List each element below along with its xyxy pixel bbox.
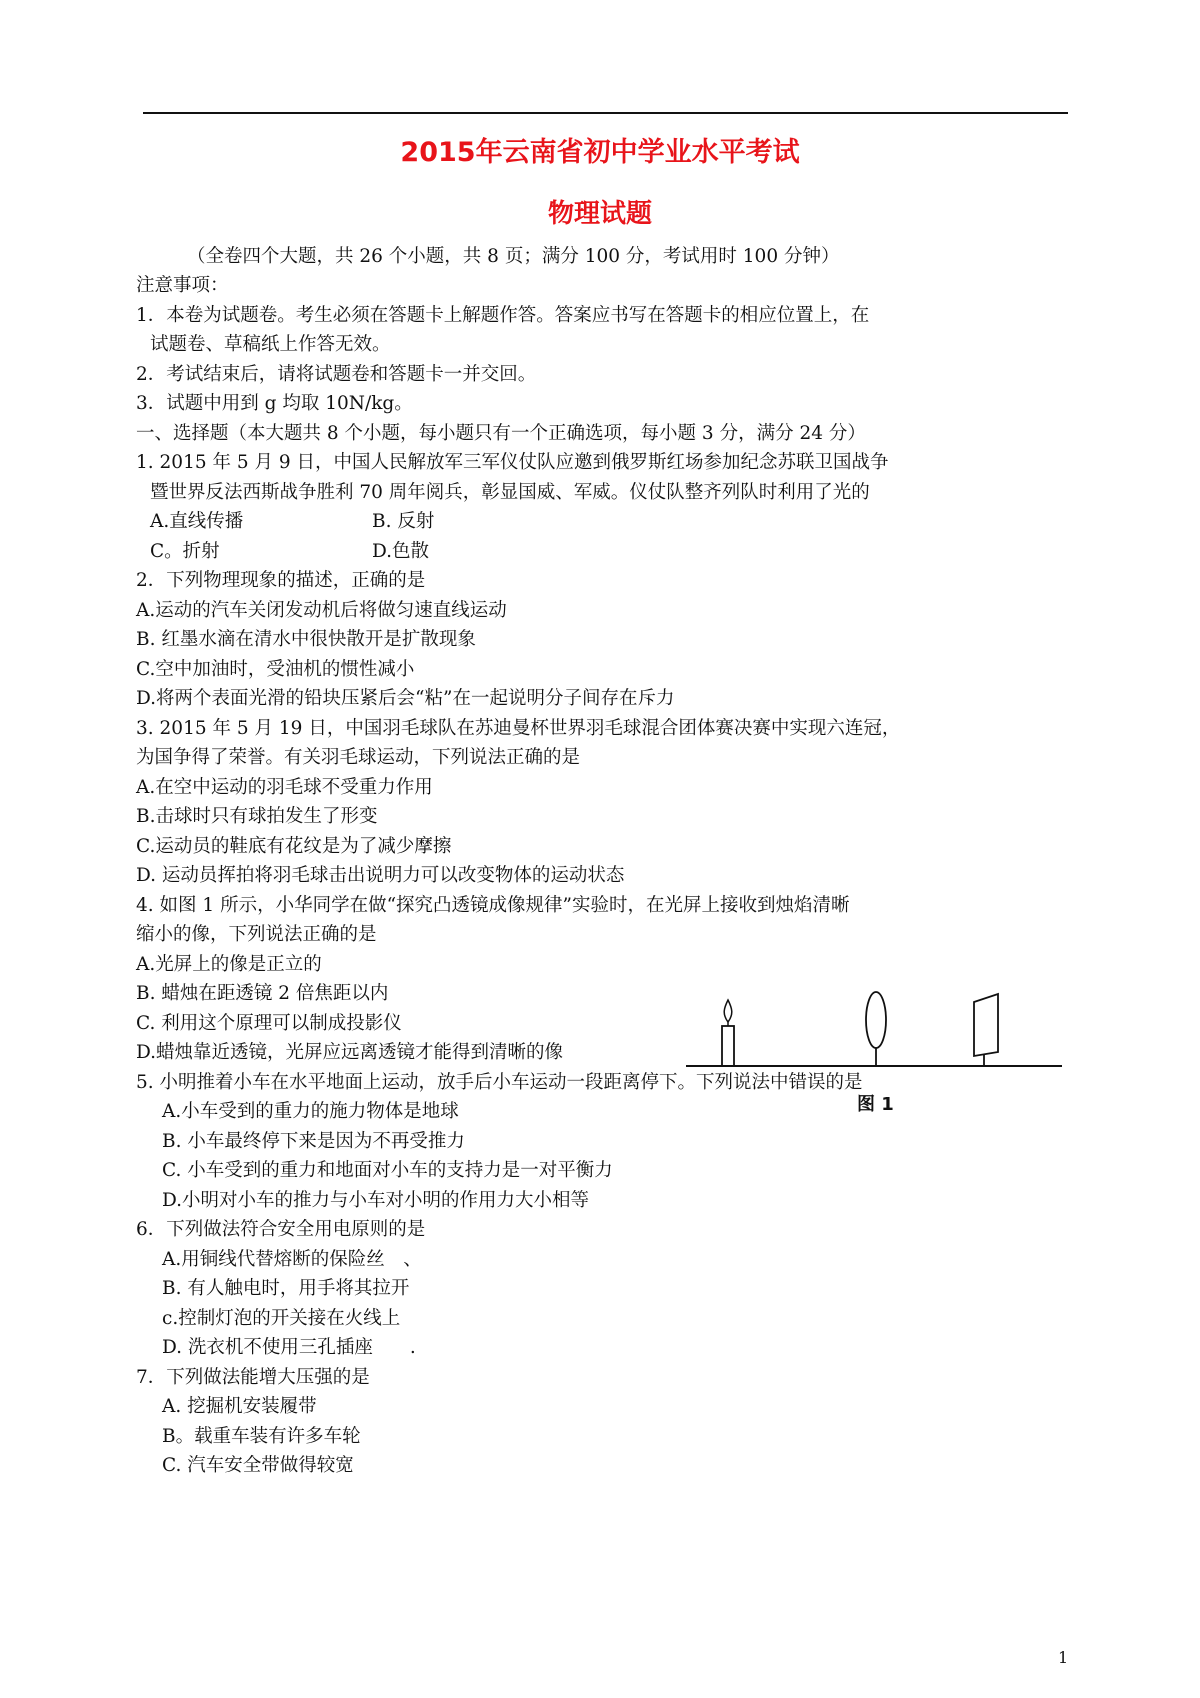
- q4-option-c: C. 利用这个原理可以制成投影仪: [136, 1013, 402, 1034]
- q3-option-c: C.运动员的鞋底有花纹是为了减少摩擦: [136, 836, 452, 857]
- exam-title: 2015年云南省初中学业水平考试: [400, 137, 800, 168]
- q5-option-a: A.小车受到的重力的施力物体是地球: [162, 1101, 459, 1122]
- q6-option-b: B. 有人触电时，用手将其拉开: [162, 1278, 410, 1299]
- q2-option-d: D.将两个表面光滑的铅块压紧后会“粘”在一起说明分子间存在斥力: [136, 688, 675, 709]
- q4-option-a: A.光屏上的像是正立的: [136, 954, 322, 975]
- light-screen-icon: [974, 994, 998, 1066]
- q1-stem-line2: 暨世界反法西斯战争胜利 70 周年阅兵，彰显国威、军威。仪仗队整齐列队时利用了光的: [150, 482, 870, 503]
- q2-option-b: B. 红墨水滴在清水中很快散开是扩散现象: [136, 629, 476, 650]
- q2-option-c: C.空中加油时，受油机的惯性减小: [136, 659, 415, 680]
- q1-option-a: A.直线传播: [150, 511, 244, 532]
- q3-option-d: D. 运动员挥拍将羽毛球击出说明力可以改变物体的运动状态: [136, 865, 625, 886]
- note-3: 3．试题中用到 g 均取 10N/kg。: [136, 393, 413, 414]
- q4-stem-line2: 缩小的像，下列说法正确的是: [136, 924, 377, 945]
- q6-option-a: A.用铜线代替熔断的保险丝 、: [162, 1249, 422, 1270]
- q2-option-a: A.运动的汽车关闭发动机后将做匀速直线运动: [136, 600, 507, 621]
- q6-stem: 6．下列做法符合安全用电原则的是: [136, 1219, 426, 1240]
- q5-option-d: D.小明对小车的推力与小车对小明的作用力大小相等: [162, 1190, 590, 1211]
- note-1: 1．本卷为试题卷。考生必须在答题卡上解题作答。答案应书写在答题卡的相应位置上，在: [136, 305, 870, 326]
- q1-stem-line1: 1. 2015 年 5 月 9 日，中国人民解放军三军仪仗队应邀到俄罗斯红场参加纪念苏联卫国战争: [136, 452, 889, 473]
- figure-1-caption: 图 1: [857, 1094, 894, 1115]
- q2-stem: 2．下列物理现象的描述，正确的是: [136, 570, 426, 591]
- q6-option-c: c.控制灯泡的开关接在火线上: [162, 1308, 401, 1329]
- page-number: 1: [1058, 1648, 1069, 1667]
- q1-option-c: C。折射: [150, 541, 220, 562]
- exam-info: （全卷四个大题，共 26 个小题，共 8 页；满分 100 分，考试用时 100 分钟）: [187, 246, 840, 267]
- section-heading: 一、选择题（本大题共 8 个小题，每小题只有一个正确选项，每小题 3 分，满分 24 分）: [136, 423, 866, 444]
- convex-lens-icon: [866, 992, 886, 1066]
- q4-option-d: D.蜡烛靠近透镜，光屏应远离透镜才能得到清晰的像: [136, 1042, 564, 1063]
- q4-stem-line1: 4. 如图 1 所示，小华同学在做“探究凸透镜成像规律”实验时，在光屏上接收到烛焰清晰: [136, 895, 850, 916]
- q3-stem-line1: 3. 2015 年 5 月 19 日，中国羽毛球队在苏迪曼杯世界羽毛球混合团体赛决赛中实现六连冠，: [136, 718, 901, 739]
- q4-option-b: B. 蜡烛在距透镜 2 倍焦距以内: [136, 983, 389, 1004]
- q3-option-b: B.击球时只有球拍发生了形变: [136, 806, 378, 827]
- q6-option-d: D. 洗衣机不使用三孔插座 .: [162, 1337, 416, 1358]
- q1-option-b: B. 反射: [372, 511, 435, 532]
- note-1-cont: 试题卷、草稿纸上作答无效。: [150, 334, 391, 355]
- q3-option-a: A.在空中运动的羽毛球不受重力作用: [136, 777, 433, 798]
- q7-stem: 7．下列做法能增大压强的是: [136, 1367, 370, 1388]
- q1-option-d: D.色散: [372, 541, 430, 562]
- notice-heading: 注意事项：: [136, 275, 229, 296]
- top-rule: [143, 112, 1068, 114]
- q7-option-a: A. 挖掘机安装履带: [162, 1396, 317, 1417]
- q7-option-b: B。载重车装有许多车轮: [162, 1426, 361, 1447]
- note-2: 2．考试结束后，请将试题卷和答题卡一并交回。: [136, 364, 537, 385]
- q3-stem-line2: 为国争得了荣誉。有关羽毛球运动，下列说法正确的是: [136, 747, 581, 768]
- exam-subtitle: 物理试题: [547, 199, 652, 229]
- q7-option-c: C. 汽车安全带做得较宽: [162, 1455, 354, 1476]
- q5-option-b: B. 小车最终停下来是因为不再受推力: [162, 1131, 465, 1152]
- q5-option-c: C. 小车受到的重力和地面对小车的支持力是一对平衡力: [162, 1160, 613, 1181]
- q5-stem: 5. 小明推着小车在水平地面上运动，放手后小车运动一段距离停下。下列说法中错误的是: [136, 1072, 863, 1093]
- candle-icon: [722, 1000, 734, 1066]
